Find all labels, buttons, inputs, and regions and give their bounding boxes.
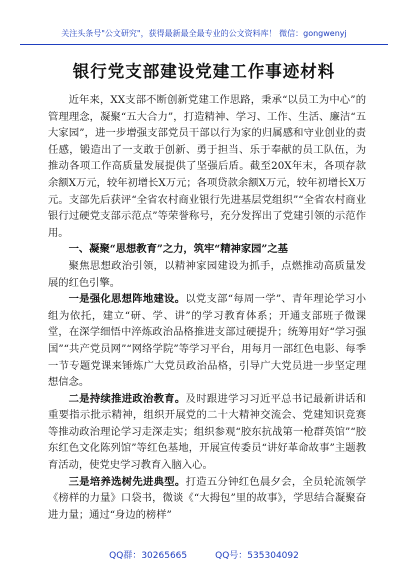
footer-qq: QQ号：535304092 — [215, 551, 299, 561]
header-banner: 关注头条号"公文研究"，获得最新最全最专业的公文资料库！ 微信：gongwenyj — [61, 29, 347, 38]
item-lead: 三是培养选树先进典型。 — [68, 475, 186, 488]
item-text: 及时跟进学习习近平总书记最新讲话和重要指示批示精神，组织开展党的二十大精神交流会、党建知识竞赛等推动政治理论学习走深走实；组织参观“胶东抗战第一枪群英馆”“胶东红色文化陈列馆”等红色基地，开展宣传委员“讲好革命故事”主题教育活动，使党史学习教育入脑入心。 — [48, 392, 367, 472]
section-heading: 一、凝聚“思想教育”之力，筑牢“精神家园”之基 — [68, 243, 288, 256]
item-paragraph — [48, 474, 366, 524]
document-title: 银行党支部建设党建工作事迹材料 — [72, 62, 336, 81]
footer-qq-group: QQ群：30265665 — [109, 551, 188, 561]
item-text: 打造五分钟红色晨夕会，全员轮流领学《榜样的力量》口袋书，微谈《“大拇包”里的故事》，学思结合凝聚奋进力量；通过“身边的榜样” — [48, 475, 367, 521]
section-intro-paragraph: 聚焦思想政治引领，以精神家园建设为抓手，点燃推动高质量发展的红色引擎。 — [48, 259, 366, 289]
item-paragraph — [48, 391, 366, 474]
header-divider — [20, 44, 388, 45]
item-text: 以党支部“每周一学”、青年理论学习小组为依托，建立“研、学、讲”的学习教育体系；开通支部班子微课堂，在深学细悟中淬炼政治品格推进支部过硬提升；统筹用好“学习强国”“共产党员网”“网络学院”等学习平台，用每月一部红色电影、每季一节专题党课来锤炼广大党员政治品格，引导广大党员进一步坚定理想信念。 — [48, 293, 367, 389]
item-lead: 二是持续推进政治教育。 — [68, 392, 186, 405]
intro-paragraph: 近年来，XX支部不断创新党建工作思路，秉承“以员工为中心”的管理理念，凝聚“五大合力”，打造精神、学习、工作、生活、廉洁“五大家园”，进一步增强支部党员干部以行为家的归属感和守业创业的责任感，锻造出了一支敢于创新、勇于担当、乐于奉献的员工队伍，为推动各项工作高质量发展提供了坚强后盾。截至20X年末，各项存款余额X万元，较年初增长X万元；各项贷款余额X万元，较年初增长X万元。支部先后获评“全省农村商业银行先进基层党组织”“全省农村商业银行过硬党支部示范点”等荣誉称号，充分发挥出了党建引领的示范作用。 — [48, 94, 366, 239]
item-lead: 一是强化思想阵地建设。 — [68, 293, 186, 306]
item-paragraph — [48, 291, 366, 391]
document-body — [48, 92, 366, 523]
footer — [0, 548, 408, 561]
